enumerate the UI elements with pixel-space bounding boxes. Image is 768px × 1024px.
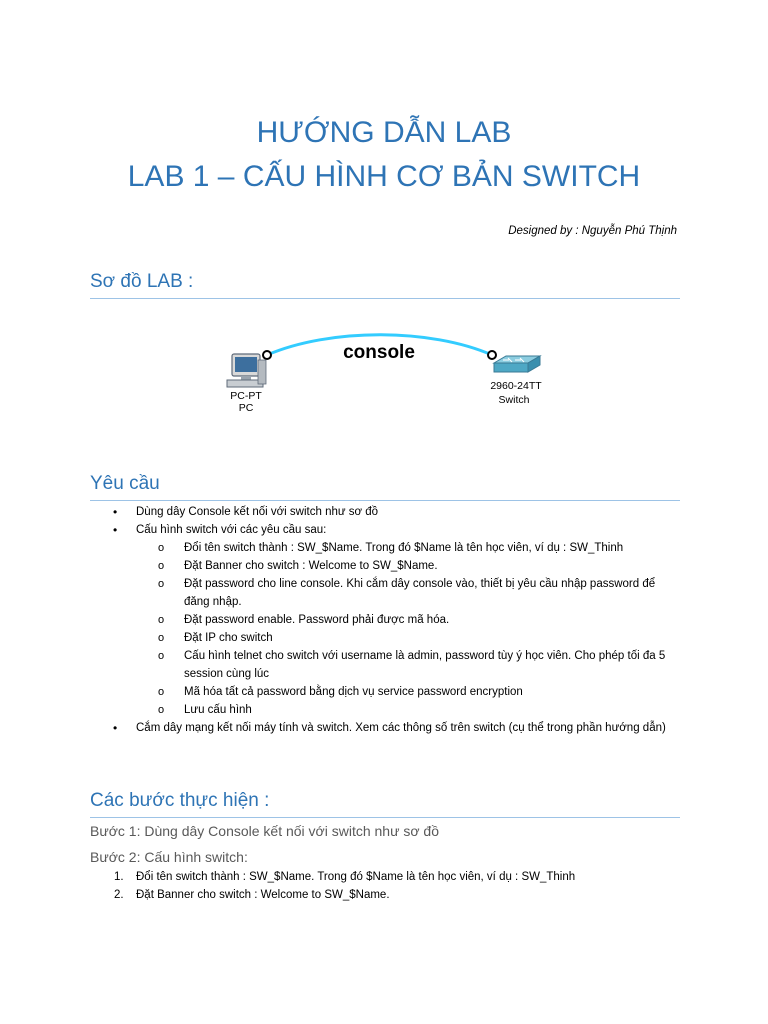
step-text: Đổi tên switch thành : SW_$Name. Trong đó $Name là tên học viên, ví dụ : SW_Thinh <box>136 871 576 883</box>
switch-model-label: 2960-24TT <box>490 380 542 392</box>
step1-text: Bước 1: Dùng dây Console kết nối với switch như sơ đồ <box>90 823 440 839</box>
requirement-subitem: o Đổi tên switch thành : SW_$Name. Trong đó $Name là tên học viên, ví dụ : SW_Thinh <box>158 539 680 557</box>
cable-label: console <box>343 342 415 363</box>
step-list-item <box>110 868 680 886</box>
step-text: Đặt Banner cho switch : Welcome to SW_$Name. <box>136 889 390 901</box>
requirement-item-text: Cấu hình switch với các yêu cầu sau: <box>136 524 327 536</box>
step-number: 1. <box>114 871 124 883</box>
requirement-subitem: o Cấu hình telnet cho switch với username là admin, password tùy ý học viên. Cho phép tối đa 5 session cùng lúc <box>158 647 680 683</box>
switch-name-label: Switch <box>498 394 530 406</box>
requirement-subitem: o Đặt IP cho switch <box>158 629 680 647</box>
step-list-item <box>110 886 680 904</box>
requirement-subitem: o Đặt password cho line console. Khi cắm dây console vào, thiết bị yêu cầu nhập password để đăng nhập. <box>158 575 680 611</box>
pc-model-label: PC-PT <box>230 390 262 402</box>
topology-diagram <box>0 300 768 440</box>
doc-title-line1: HƯỚNG DẪN LAB <box>256 116 512 149</box>
pc-icon <box>227 354 266 387</box>
requirement-item: • Cắm dây mạng kết nối máy tính và switch. Xem các thông số trên switch (cụ thể trong phần hướng dẫn) <box>110 719 680 737</box>
step-number: 2. <box>114 889 124 901</box>
requirement-subitem: o Lưu cấu hình <box>158 701 680 719</box>
requirement-item <box>110 521 680 719</box>
pc-name-label: PC <box>238 402 254 414</box>
requirement-subitem: o Đặt Banner cho switch : Welcome to SW_$Name. <box>158 557 680 575</box>
steps-heading: Các bước thực hiện : <box>90 788 680 818</box>
switch-icon <box>494 356 540 372</box>
requirement-subitem: o Đặt password enable. Password phải được mã hóa. <box>158 611 680 629</box>
step2-text: Bước 2: Cấu hình switch: <box>90 849 248 865</box>
requirement-item: • Dùng dây Console kết nối với switch như sơ đồ <box>110 503 680 521</box>
requirement-subitem: o Mã hóa tất cả password bằng dịch vụ service password encryption <box>158 683 680 701</box>
pc-port-icon <box>263 351 271 359</box>
designed-by: Designed by : Nguyễn Phú Thịnh <box>508 225 677 237</box>
switch-port-icon <box>488 351 496 359</box>
requirements-heading: Yêu cầu <box>90 471 680 501</box>
doc-title-line2: LAB 1 – CẤU HÌNH CƠ BẢN SWITCH <box>127 160 641 193</box>
diagram-heading: Sơ đồ LAB : <box>90 269 680 299</box>
steps-list <box>110 868 680 904</box>
requirements-list <box>110 503 680 737</box>
requirement-sublist <box>136 539 680 719</box>
